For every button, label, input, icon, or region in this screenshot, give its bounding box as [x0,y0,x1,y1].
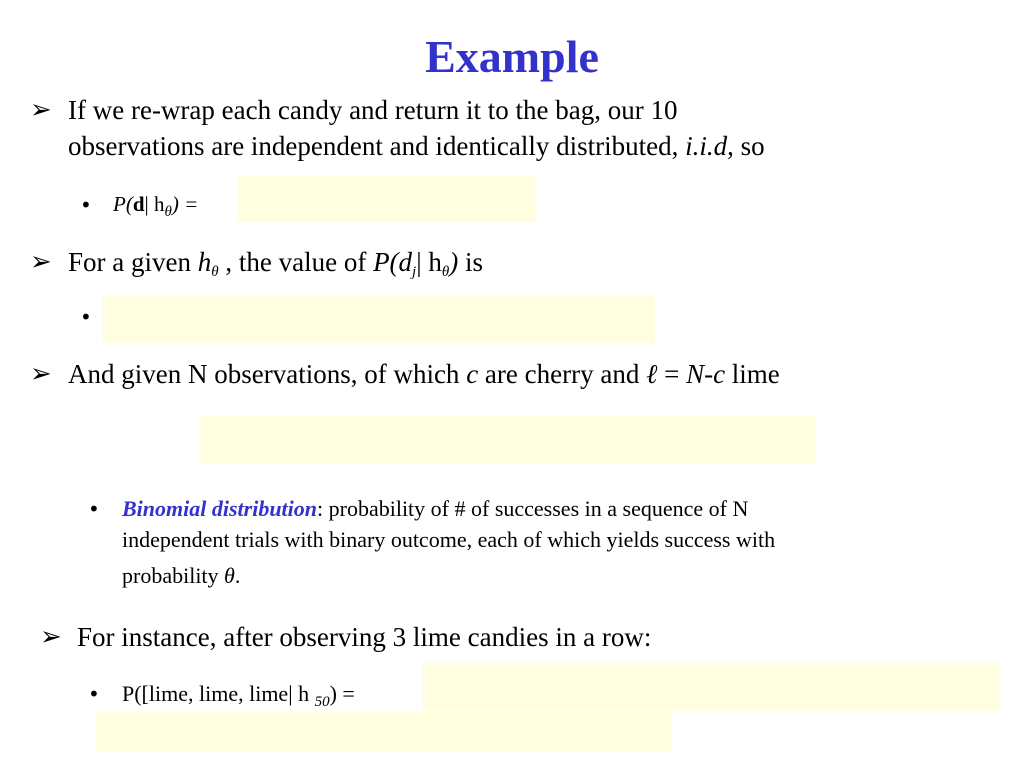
arrow-bullet-icon: ➢ [30,359,52,389]
dot-bullet-icon: • [80,305,92,329]
highlight-box-2 [103,296,655,343]
bullet-4-text: For instance, after observing 3 lime candies in a row: [77,622,652,652]
binomial-line-3: probability θ. [122,563,241,588]
page-title: Example [425,31,599,82]
binomial-line-1: Binomial distribution: probability of # of successes in a sequence of N [122,496,749,521]
dot-bullet-icon: • [80,193,92,217]
highlight-box-3 [200,416,816,464]
arrow-bullet-icon: ➢ [30,247,52,277]
arrow-bullet-icon: ➢ [40,622,62,652]
highlight-box-1 [237,176,536,222]
bullet-1-line-1: If we re-wrap each candy and return it to the bag, our 10 [68,95,678,125]
dot-bullet-icon: • [88,497,100,521]
lime-probability-label: P([lime, lime, lime| h $_{50}$) = [122,681,355,710]
highlight-box-4 [423,663,1000,711]
dot-bullet-icon: • [88,682,100,706]
likelihood-formula-label: P(d| $h_\theta$) = [113,192,199,220]
binomial-term: Binomial distribution [122,496,318,521]
bullet-2-text: For a given $h_\theta$ , the value of $P(d_j|$ $h_\theta$) is [68,247,484,280]
bullet-3-text: And given N observations, of which c are cherry and ℓ = N-c lime [68,359,780,389]
highlight-box-5 [96,712,672,752]
arrow-bullet-icon: ➢ [30,95,52,125]
bullet-1-line-2: observations are independent and identically distributed, i.i.d, so [68,131,765,161]
binomial-line-2: independent trials with binary outcome, each of which yields success with [122,527,776,552]
